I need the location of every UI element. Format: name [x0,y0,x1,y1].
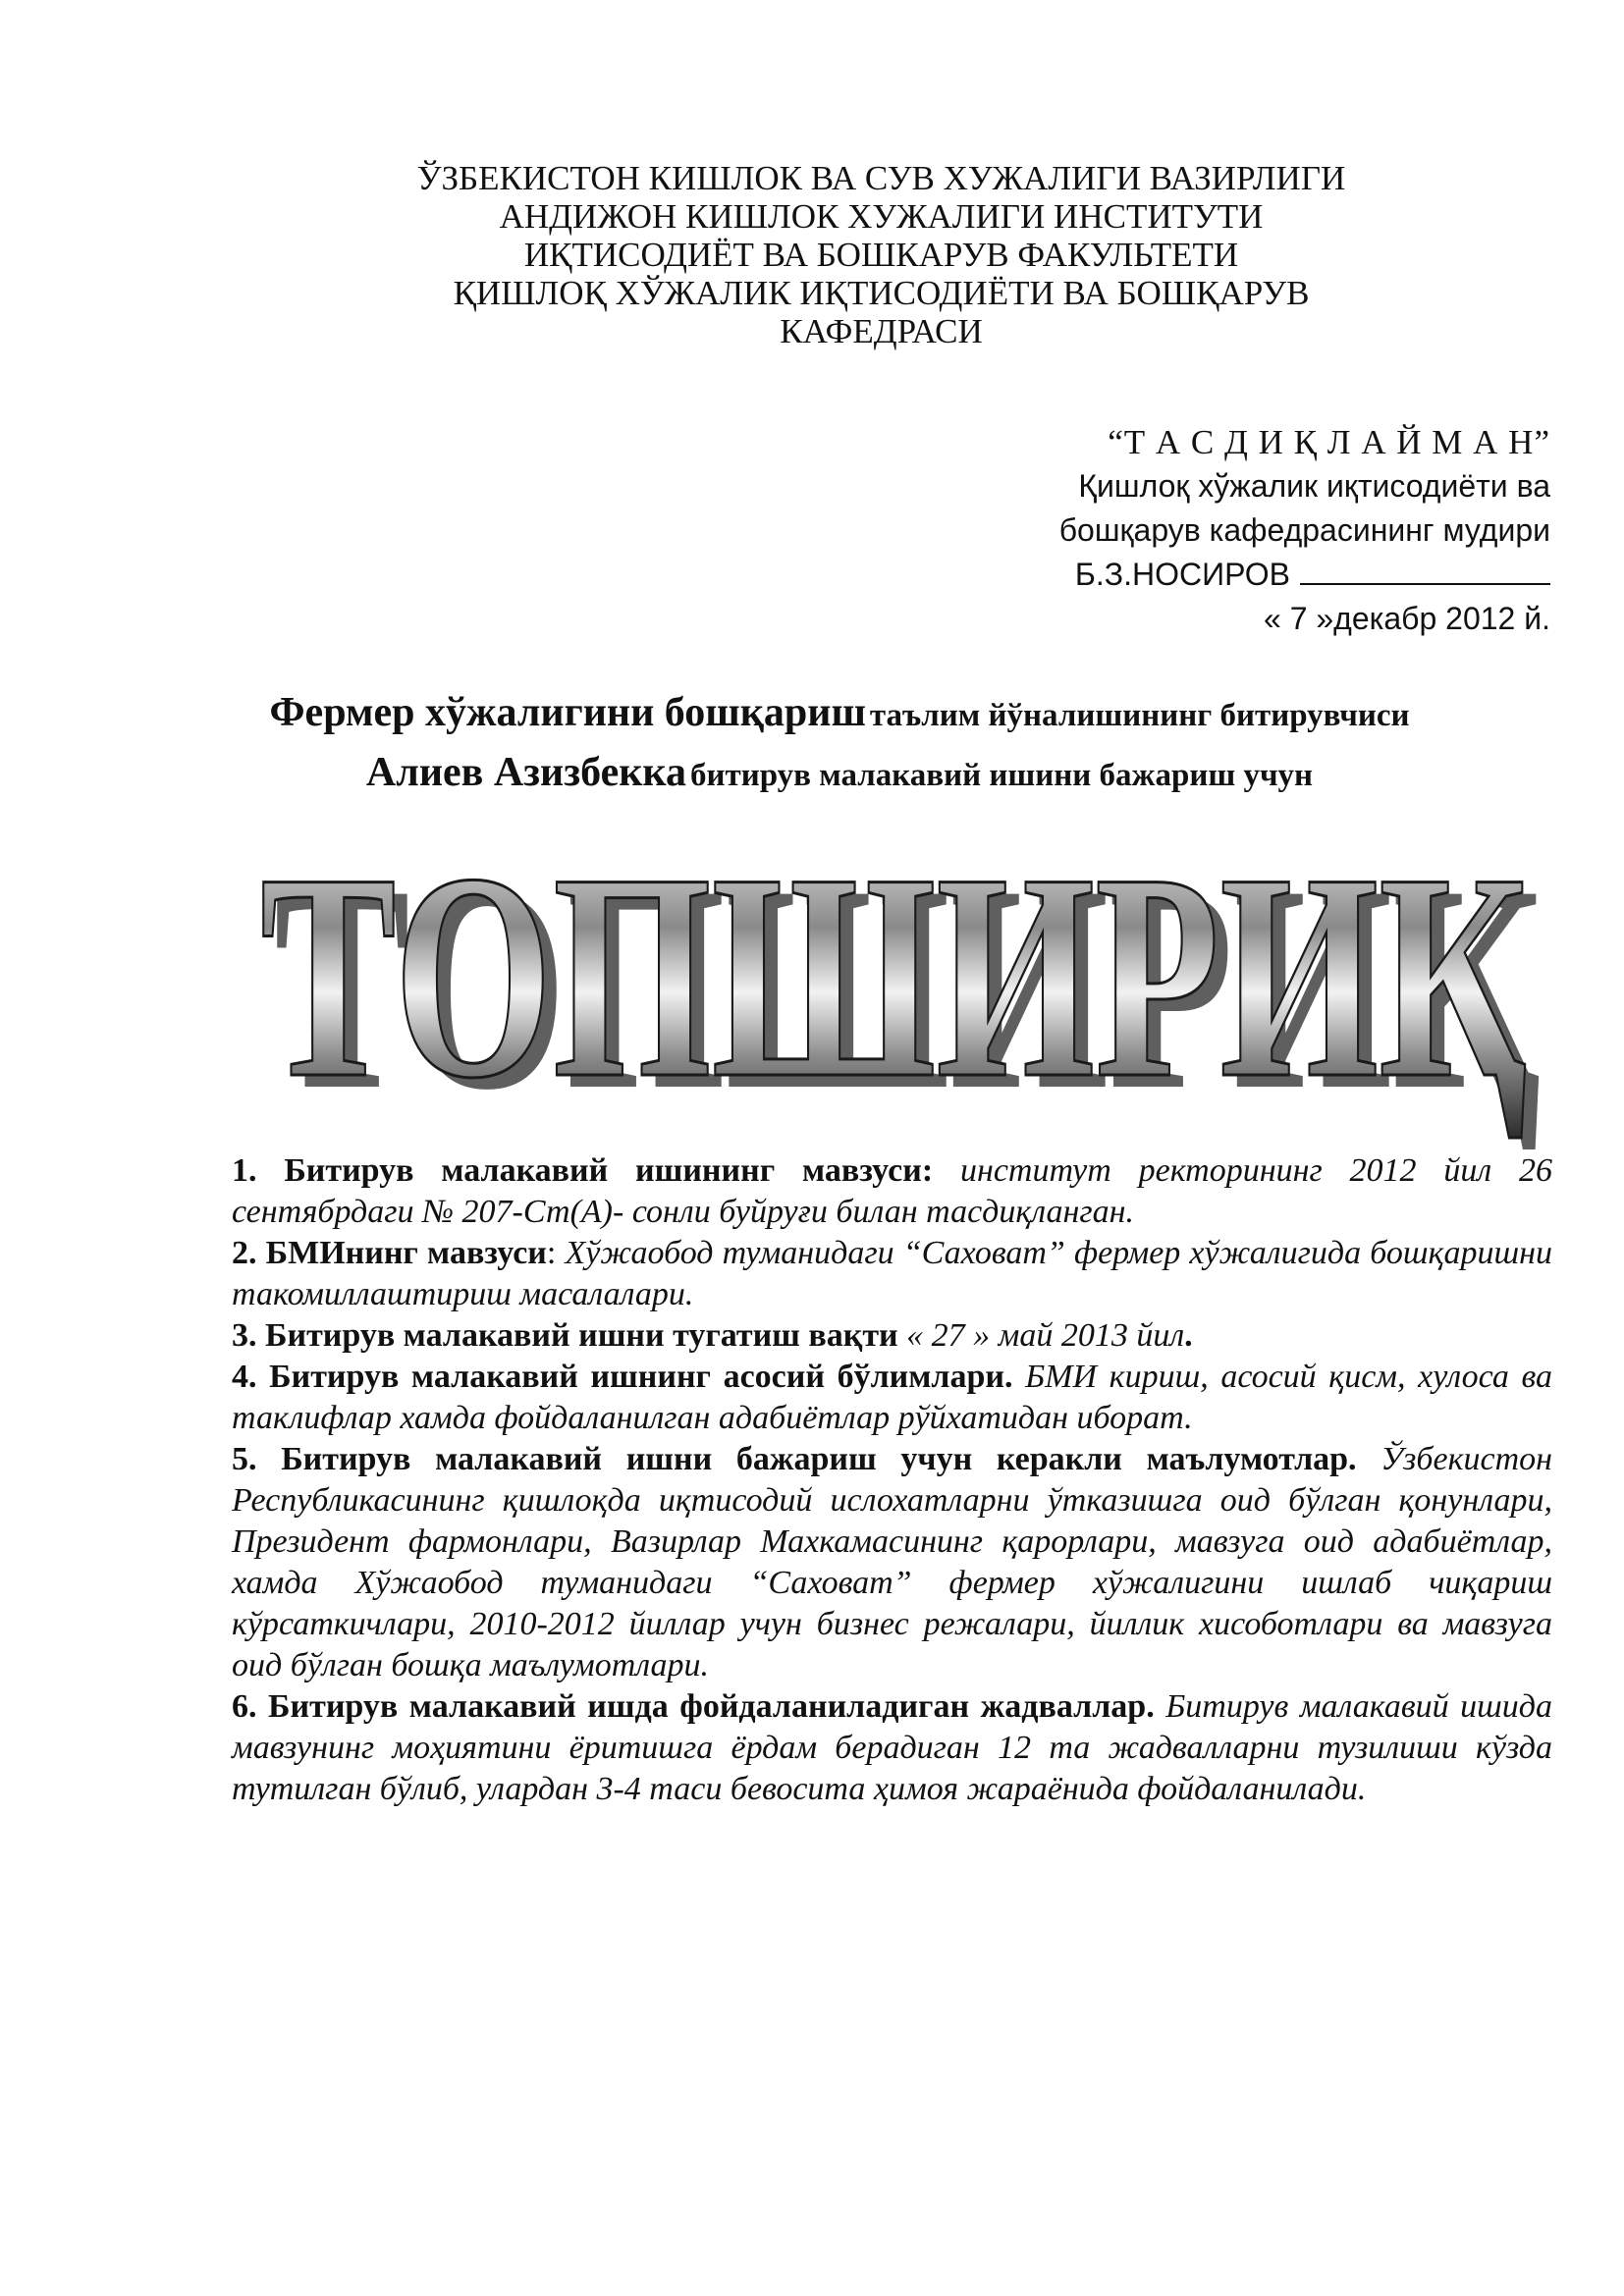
approval-date: « 7 »декабр 2012 й. [1264,601,1550,636]
assignment-subject [157,687,1522,807]
item-6-label: 6. Битирув малакавий ишда фойдаланиладиган жадваллар. [232,1688,1155,1725]
item-4-label: 4. Битирув малакавий ишнинг асосий бўлимлари. [232,1359,1013,1395]
specialty-suffix: таълим йўналишининг битирувчиси [869,698,1410,733]
item-6-text: Битирув малакавий ишида мавзунинг моҳиятини ёритишга ёрдам берадиган 12 та жадвалларни тузилиши кўзда тутилган бўлиб, улардан 3-4 таси бевосита ҳимоя жараёнида фойдаланилади. [232,1688,1552,1807]
item-5-text: Ўзбекистон Республикасининг қишлоқда иқтисодий ислохатларни ўтказишга оид бўлган қонунлари, Президент фармонлари, Вазирлар Махкамасининг қарорлари, мавзуга оид адабиётлар, хамда Хўжаобод туманидаги “Саховат” фермер хўжалигини ишлаб чиқариш кўрсаткичлари, 2010-2012 йиллар учун бизнес режалари, йиллик хисоботлари ва мавзуга оид бўлган бошқа маълумотлари. [232,1441,1553,1683]
assignment-items [232,1150,1552,1810]
item-4-text: БМИ кириш, асосий қисм, хулоса ва таклифлар хамда фойдаланилган адабиётлар рўйхатидан иборат. [232,1359,1552,1436]
item-1 [232,1150,1552,1233]
item-4 [232,1357,1552,1439]
item-1-text: институт ректорининг 2012 йил 26 сентябрдаги № 207-Ст(А)- сонли буйруғи билан тасдиқланган. [232,1152,1552,1230]
specialty-name: Фермер хўжалигини бошқариш [269,690,866,735]
item-2 [232,1233,1552,1315]
assignment-banner [250,820,1556,1153]
item-5 [232,1439,1552,1686]
item-5-label: 5. Битирув малакавий ишни бажариш учун керакли маълумотлар. [232,1441,1357,1477]
item-3-label: 3. Битирув малакавий ишни тугатиш вақти [232,1317,898,1354]
item-1-label: 1. Битирув малакавий ишининг мавзуси: [232,1152,934,1189]
banner-shadow: ТОПШИРИҚ [274,825,1541,1150]
student-suffix: битирув малакавий ишини бажариш учун [689,758,1314,793]
subject-line-2 [157,747,1522,807]
item-2-label: 2. БМИнинг мавзуси [232,1235,547,1271]
student-name: Алиев Азизбекка [365,750,686,795]
item-3-text: « 27 » май 2013 йил [897,1317,1185,1354]
item-3 [232,1315,1552,1357]
approval-position-line2: бошқарув кафедрасининг мудири [1058,512,1550,548]
ministry-header [324,159,1438,350]
approver-name: Б.З.НОСИРОВ [1074,557,1290,592]
banner-title: ТОПШИРИҚ [260,820,1527,1139]
approval-block [863,420,1550,641]
header-line-institute: АНДИЖОН КИШЛОК ХУЖАЛИГИ ИНСТИТУТИ [499,197,1264,236]
header-line-department: ҚИШЛОҚ ХЎЖАЛИК ИҚТИСОДИЁТИ ВА БОШҚАРУВ [453,274,1310,312]
header-line-faculty: ИҚТИСОДИЁТ ВА БОШКАРУВ ФАКУЛЬТЕТИ [523,236,1239,274]
item-2-text: Хўжаобод туманидаги “Саховат” фермер хўжалигида бошқаришни такомиллаштириш масалалари. [232,1235,1552,1312]
approval-title: “Т А С Д И Қ Л А Й М А Н” [1108,423,1550,461]
item-6 [232,1686,1552,1810]
signature-line [1300,554,1550,585]
approval-signature-row [863,553,1550,597]
subject-line-1 [157,687,1522,747]
header-line-department-end: КАФЕДРАСИ [780,312,983,350]
header-line-ministry: ЎЗБЕКИСТОН КИШЛОК ВА СУВ ХУЖАЛИГИ ВАЗИРЛИГИ [416,159,1346,197]
item-3-end: . [1184,1317,1193,1354]
approval-position-line1: Қишлоқ хўжалик иқтисодиёти ва [1078,468,1550,504]
item-2-colon: : [546,1235,557,1271]
